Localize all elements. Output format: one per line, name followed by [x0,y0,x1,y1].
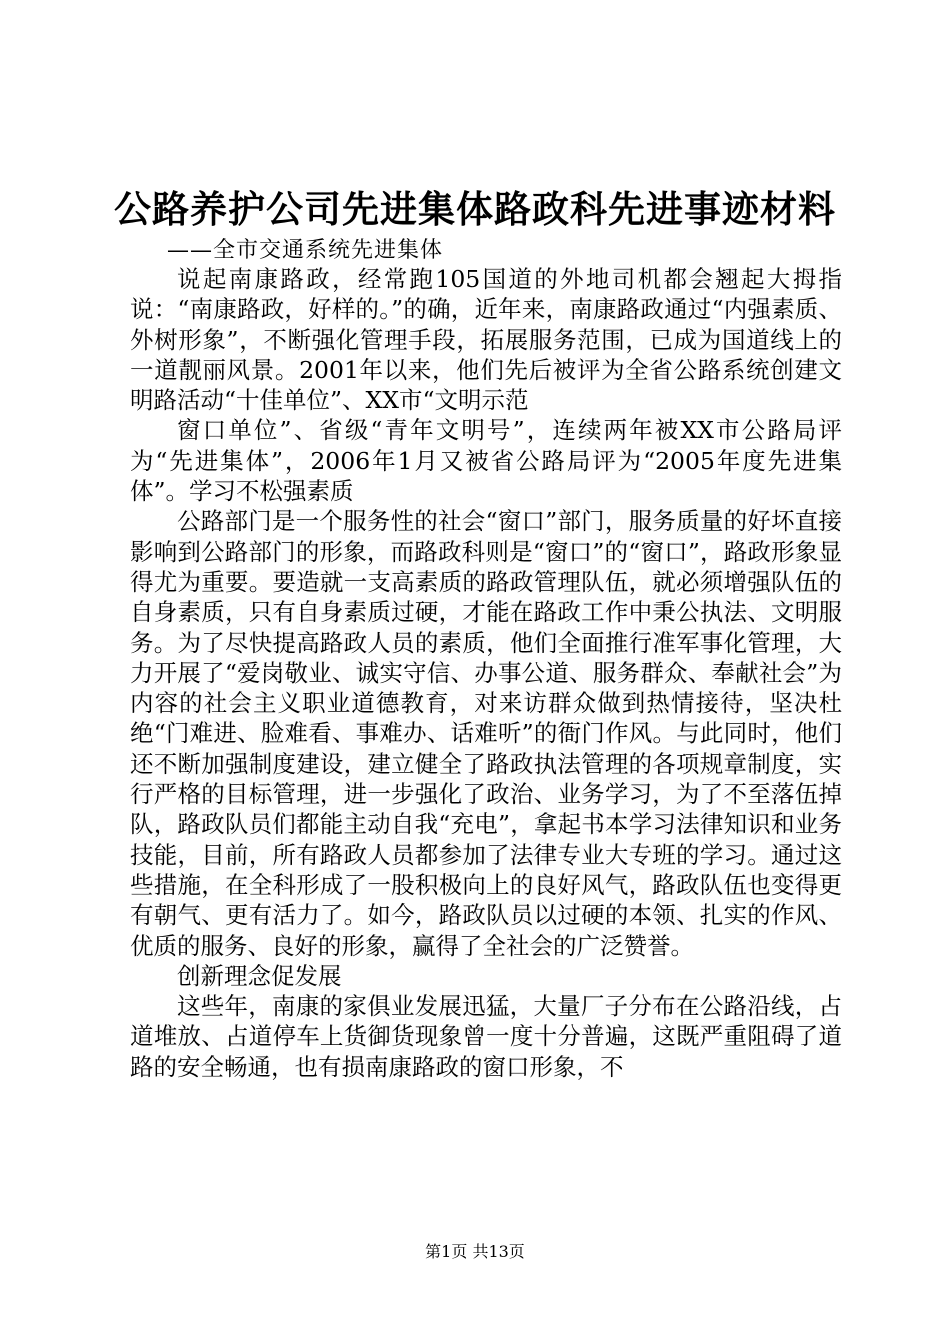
body-paragraph: 说起南康路政，经常跑105国道的外地司机都会翘起大拇指说：“南康路政，好样的。”的确，近年来，南康路政通过“内强素质、外树形象”，不断强化管理手段，拓展服务范围，已成为国道线上的一道靓丽风景。2001年以来，他们先后被评为全省公路系统创建文明路活动“十佳单位”、XX市“文明示范 [130,265,842,415]
body-paragraph: 窗口单位”、省级“青年文明号”，连续两年被XX市公路局评为“先进集体”，2006年1月又被省公路局评为“2005年度先进集体”。学习不松强素质 [130,416,842,506]
body-paragraph: 这些年，南康的家俱业发展迅猛，大量厂子分布在公路沿线，占道堆放、占道停车上货御货现象曾一度十分普遍，这既严重阻碍了道路的安全畅通，也有损南康路政的窗口形象，不 [130,992,842,1081]
document-title: 公路养护公司先进集体路政科先进事迹材料 [114,187,836,231]
page-number: 第1页 共13页 [425,1242,525,1261]
document-body [130,264,842,1082]
body-paragraph: 公路部门是一个服务性的社会“窗口”部门，服务质量的好坏直接影响到公路部门的形象，而路政科则是“窗口”的“窗口”，路政形象显得尤为重要。要造就一支高素质的路政管理队伍，就必须增强队伍的自身素质，只有自身素质过硬，才能在路政工作中秉公执法、文明服务。为了尽快提高路政人员的素质，他们全面推行准军事化管理，大力开展了“爱岗敬业、诚实守信、办事公道、服务群众、奉献社会”为内容的社会主义职业道德教育，对来访群众做到热情接待，坚决杜绝“门难进、脸难看、事难办、话难听”的衙门作风。与此同时，他们还不断加强制度建设，建立健全了路政执法管理的各项规章制度，实行严格的目标管理，进一步强化了政治、业务学习，为了不至落伍掉队，路政队员们都能主动自我“充电”，拿起书本学习法律知识和业务技能，目前，所有路政人员都参加了法律专业大专班的学习。通过这些措施，在全科形成了一股积极向上的良好风气，路政队伍也变得更有朝气、更有活力了。如今，路政队员以过硬的本领、扎实的作风、优质的服务、良好的形象，赢得了全社会的广泛赞誉。 [130,507,842,960]
document-subtitle: ——全市交通系统先进集体 [167,238,444,263]
section-heading: 创新理念促发展 [177,961,342,990]
